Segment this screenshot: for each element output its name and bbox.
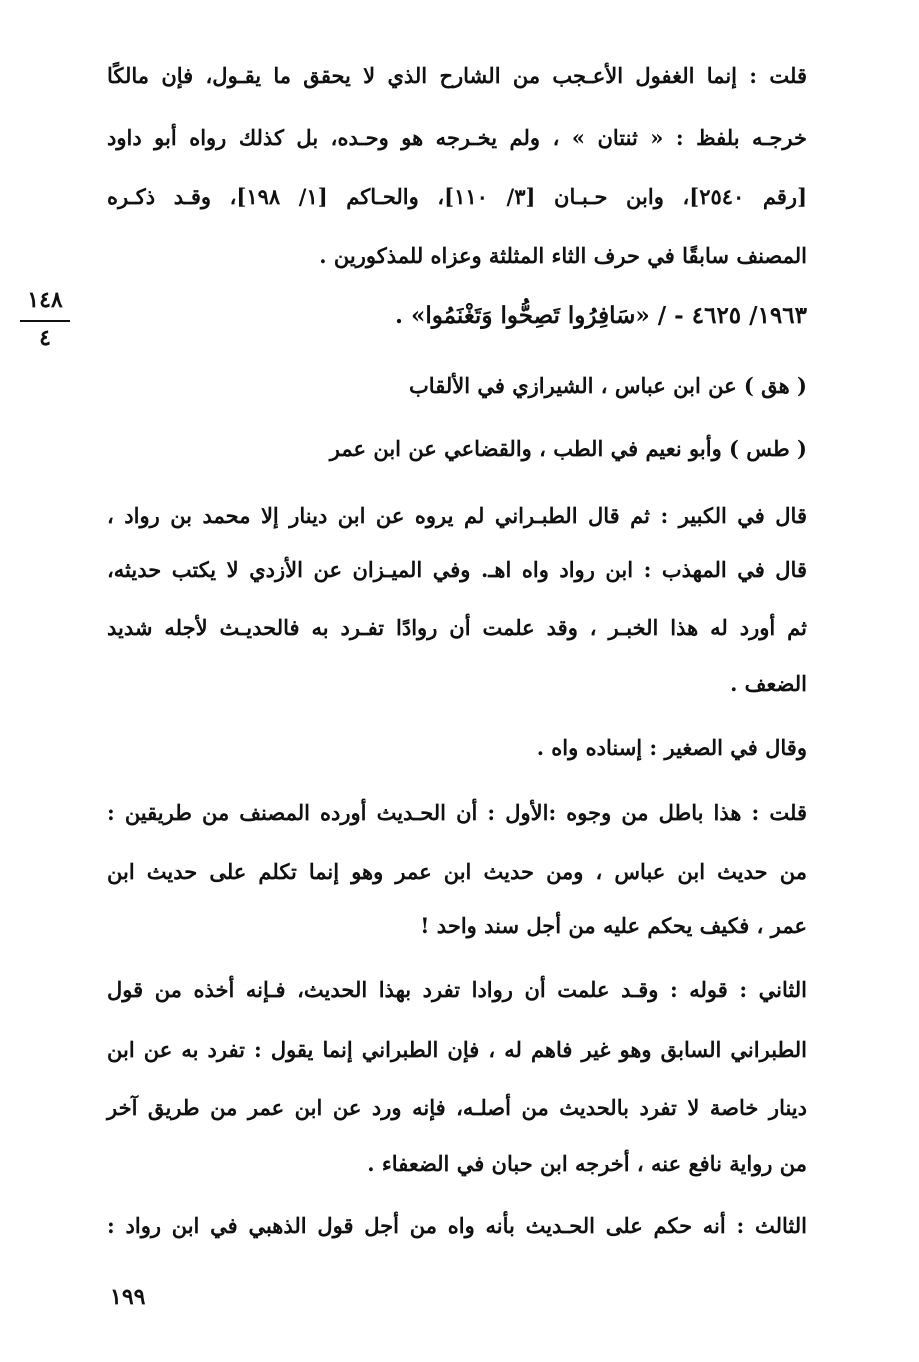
text-line: قال في المهذب : ابن رواد واه اهـ. وفي الميـزان عن الأزدي لا يكتب حديثه، (107, 557, 807, 582)
text-line: قلت : هذا باطل من وجوه :الأول : أن الحـديث أورده المصنف من طريقين : (107, 800, 807, 825)
page-number: ١٩٩ (110, 1284, 146, 1310)
text-line: الثالث : أنه حكم على الحـديث بأنه واه من أجل قول الذهبي في ابن رواد : (107, 1213, 807, 1238)
margin-reference-bottom: ٤ (39, 325, 51, 351)
text-line: من رواية نافع عنه ، أخرجه ابن حبان في الضعفاء . (367, 1151, 807, 1176)
text-line: خرجـه بلفظ : « ثنتان » ، ولم يخـرجه هو وحـده، بل كذلك رواه أبو داود (107, 125, 807, 150)
text-line: الطبراني السابق وهو غير فاهم له ، فإن الطبراني إنما يقول : تفرد به عن ابن (107, 1037, 807, 1062)
text-line: عمر ، فكيف يحكم عليه من أجل سند واحد ! (420, 913, 807, 938)
hadith-heading: ١٩٦٣/ ٤٦٢٥ - / «سَافِرُوا تَصِحُّوا وَتَغْنَمُوا» . (394, 302, 807, 329)
text-line: [رقم ٢٥٤٠]، وابن حـبـان [٣/ ١١٠]، والحـاكم [١/ ١٩٨]، وقـد ذكـره (107, 184, 808, 209)
text-line: المصنف سابقًا في حرف الثاء المثلثة وعزاه للمذكورين . (319, 243, 807, 268)
text-line: الضعف . (730, 671, 807, 696)
text-line: ( هق ) عن ابن عباس ، الشيرازي في الألقاب (409, 373, 807, 398)
text-line: وقال في الصغير : إسناده واه . (536, 735, 807, 760)
text-line: من حديث ابن عباس ، ومن حديث ابن عمر وهو إنما تكلم على حديث ابن (107, 859, 807, 884)
text-line: ( طس ) وأبو نعيم في الطب ، والقضاعي عن ابن عمر (329, 436, 807, 461)
text-line: دينار خاصة لا تفرد بالحديث من أصلـه، فإنه ورد عن ابن عمر من طريق آخر (107, 1095, 807, 1120)
margin-reference-rule (20, 320, 70, 322)
text-line: الثاني : قوله : وقـد علمت أن روادا تفرد بهذا الحديث، فـإنه أخذه من قول (107, 977, 807, 1002)
text-line: قال في الكبير : ثم قال الطبـراني لم يروه عن ابن دينار إلا محمد بن رواد ، (107, 503, 807, 528)
text-line: قلت : إنما الغفول الأعـجب من الشارح الذي لا يحقق ما يقـول، فإن مالكًا (107, 63, 807, 88)
text-line: ثم أورد له هذا الخبـر ، وقد علمت أن روادًا تفـرد به فالحديـث لأجله شديد (107, 615, 807, 640)
margin-reference-top: ١٤٨ (27, 287, 63, 313)
